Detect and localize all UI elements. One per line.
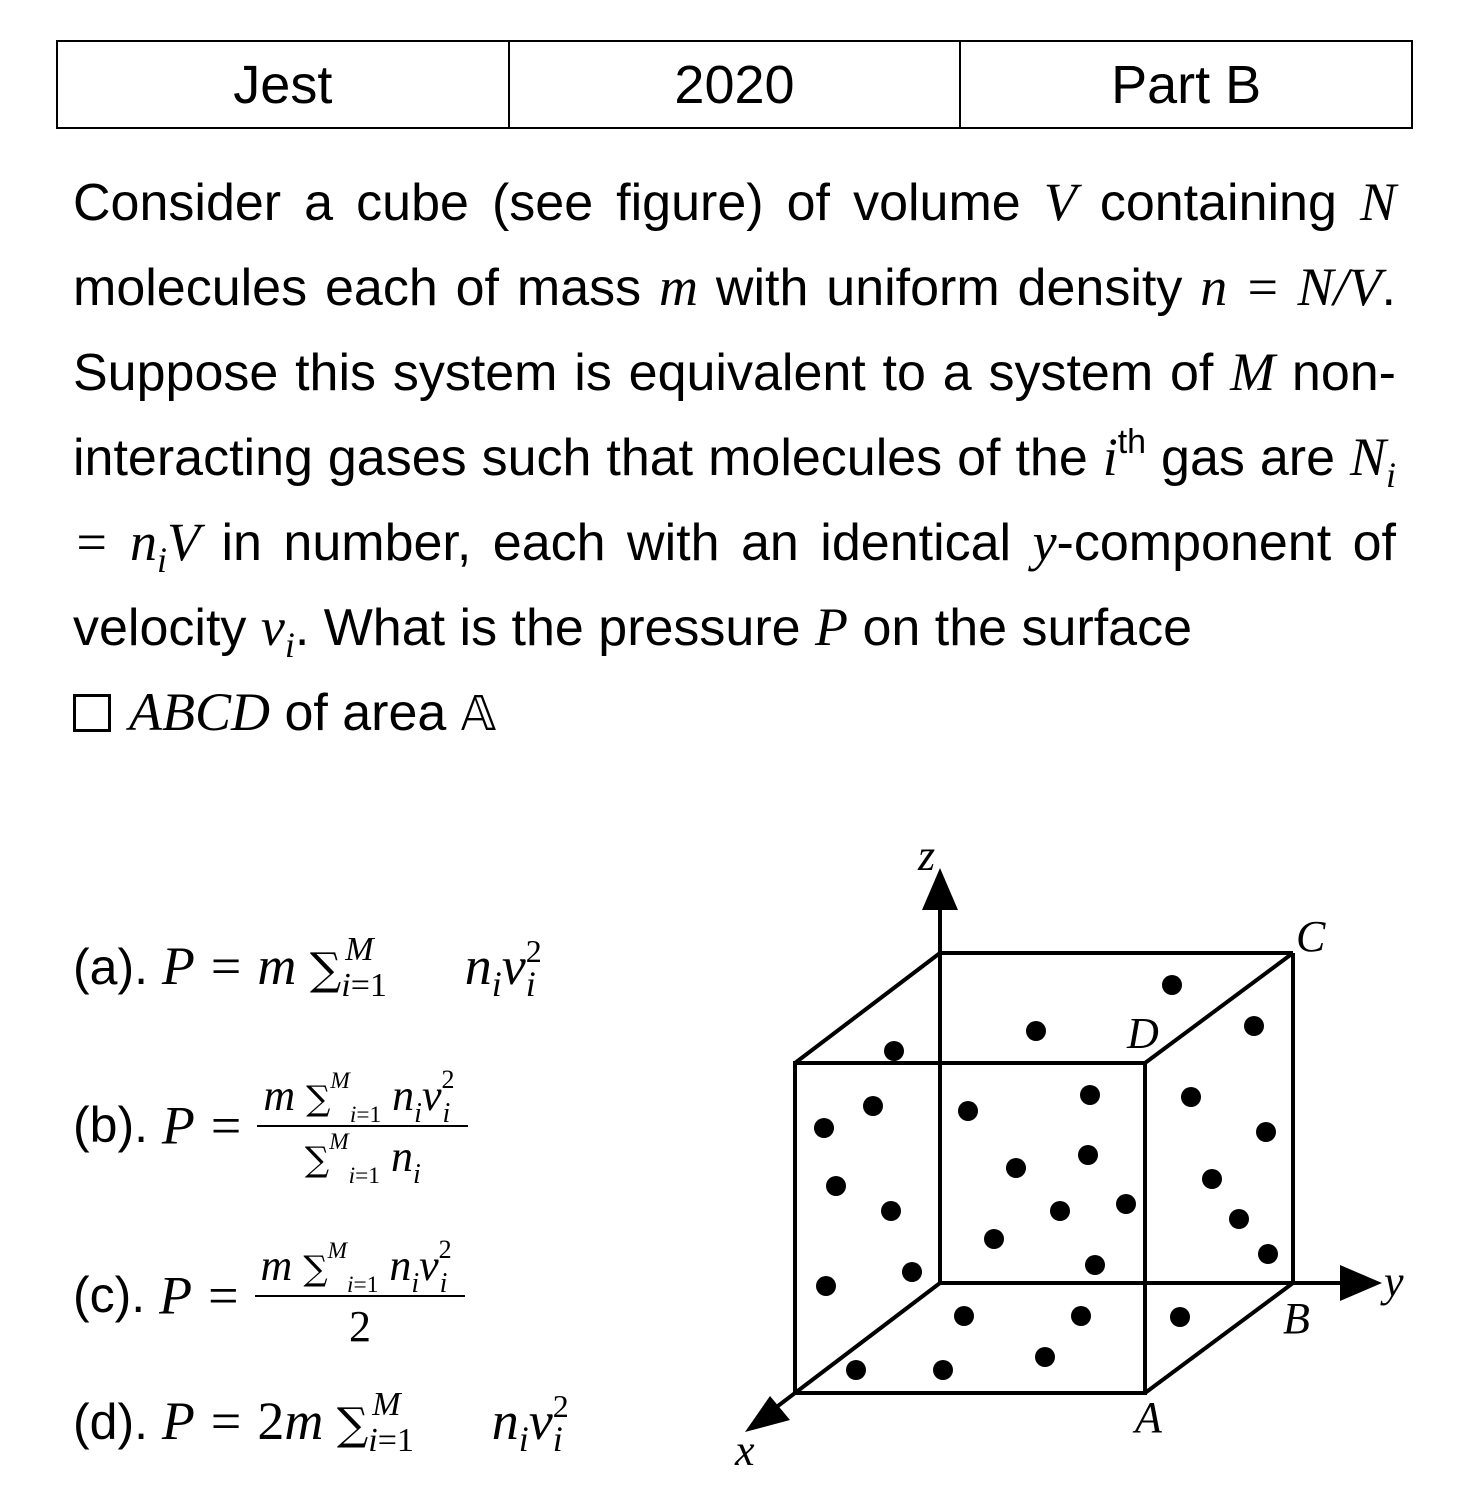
vertex-label-c: C (1296, 912, 1326, 961)
cube-edge (1145, 953, 1293, 1063)
question-text-3: molecules each of mass (73, 259, 660, 317)
superscript-th: th (1117, 423, 1147, 461)
option-c-label: (c). (73, 1267, 160, 1324)
option-a-label: (a). (73, 939, 162, 995)
symbol-V-2: V (167, 512, 200, 572)
option-b-formula: P = $\frac{m \sum^M_{i=1} n_iv^2_i}{\sum^M_{i=1} n_i}$ (162, 1090, 468, 1150)
cube-figure (720, 830, 1440, 1490)
question-text-4: with uniform density (698, 259, 1201, 317)
option-b-label: (b). (73, 1097, 162, 1154)
symbol-v: v (260, 597, 285, 657)
question-text-10: . What is the pressure (294, 599, 816, 657)
option-c[interactable] (73, 1235, 465, 1352)
question-text-1: Consider a cube (see figure) of volume (73, 174, 1044, 232)
option-b[interactable] (73, 1065, 468, 1190)
cube-edge (795, 953, 940, 1063)
vertex-label-b: B (1283, 1294, 1310, 1343)
subscript-i-2: i (156, 540, 167, 580)
area-symbol: 𝔸 (460, 686, 497, 742)
question-text-8: in number, each with an identical (200, 514, 1033, 572)
option-a-formula: P = m ∑ M i=1 $n_iv^2_i$ (161, 930, 542, 1004)
density-equation: n = N/V (1200, 257, 1382, 317)
axis-label-x: x (735, 1426, 755, 1475)
question-text-6: non-interacting gases such that molecules of the (73, 344, 1396, 487)
symbol-N: N (1359, 172, 1396, 232)
equation-ni: = n (73, 512, 157, 572)
question-text (73, 160, 1396, 756)
symbol-V: V (1043, 172, 1077, 232)
option-a[interactable] (73, 930, 552, 1007)
header-exam: Jest (57, 41, 509, 128)
option-c-formula: P = $\frac{m \sum^M_{i=1} n_iv^2_i}{2}$ (159, 1260, 465, 1320)
symbol-i: i (1102, 427, 1118, 487)
question-text-11: on the surface (848, 599, 1193, 657)
question-text-12: of area (270, 684, 461, 742)
symbol-P: P (815, 597, 849, 657)
vertex-label-d: D (1127, 1009, 1159, 1058)
symbol-m: m (659, 257, 699, 317)
molecules (814, 975, 1278, 1380)
header-year: 2020 (509, 41, 961, 128)
option-d[interactable] (73, 1385, 579, 1462)
symbol-ABCD: ABCD (129, 682, 270, 742)
vertex-label-a: A (1135, 1393, 1162, 1442)
question-text-7: gas are (1146, 429, 1350, 487)
symbol-Ni: N (1349, 427, 1386, 487)
subscript-i-3: i (284, 625, 295, 665)
subscript-i: i (1385, 455, 1396, 495)
square-icon (73, 694, 111, 732)
option-d-formula: P = 2m ∑ M i=1 $n_iv^2_i$ (161, 1385, 569, 1459)
question-text-9: -component of velocity (73, 514, 1396, 657)
header-part: Part B (960, 41, 1412, 128)
question-text-5: . Suppose this system is equivalent to a system of (73, 259, 1396, 402)
y-arrow-icon (1340, 1265, 1382, 1301)
option-d-label: (d). (73, 1394, 162, 1450)
axis-label-y: y (1384, 1257, 1404, 1306)
question-text-2: containing (1076, 174, 1360, 232)
header-table (56, 40, 1413, 129)
cube-edge (1145, 1283, 1293, 1393)
symbol-M: M (1230, 342, 1276, 402)
axis-label-z: z (918, 831, 936, 880)
cube-edge (795, 1283, 940, 1393)
symbol-y: y (1032, 512, 1057, 572)
